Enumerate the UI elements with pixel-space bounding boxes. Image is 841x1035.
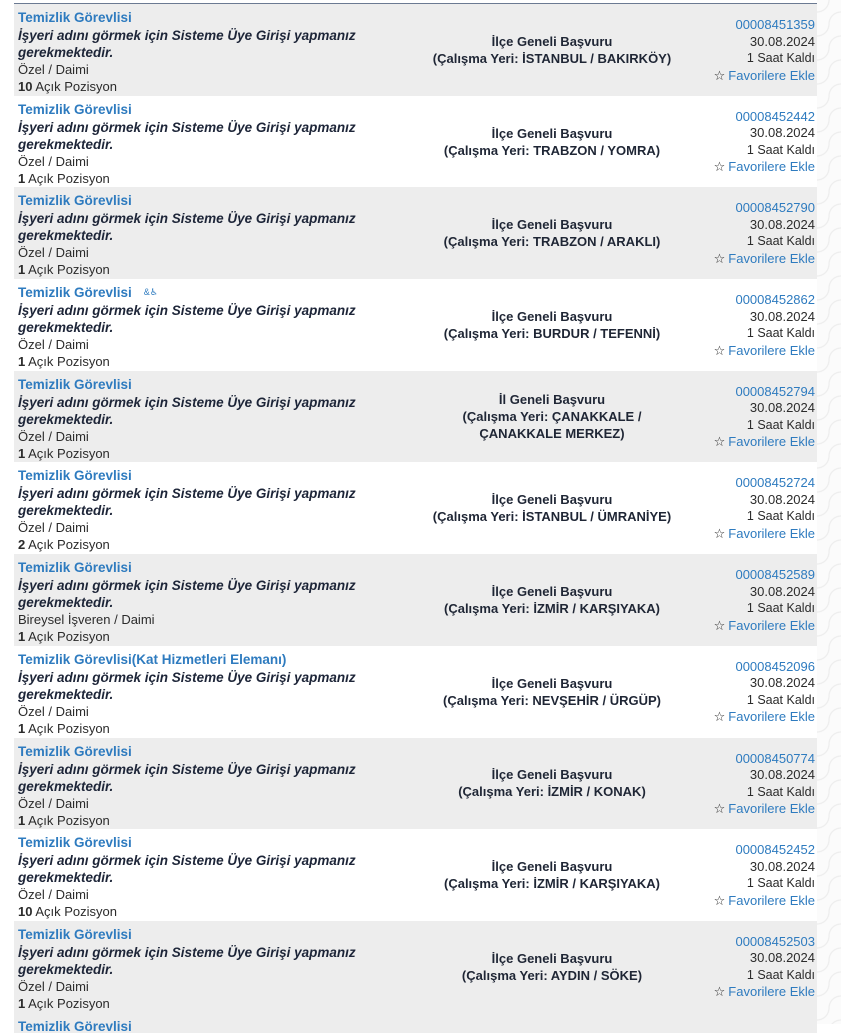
ad-date: 30.08.2024 [749,950,815,966]
job-listing-row [14,462,817,554]
apply-type: İlçe Geneli Başvuru [491,125,613,141]
positions-label: Açık Pozisyon [25,537,110,553]
application-scope [424,462,680,554]
open-positions [18,720,398,737]
title-line [18,651,398,669]
job-title-link[interactable]: Temizlik Görevlisi [18,193,132,209]
listing-info [18,9,398,95]
ad-date: 30.08.2024 [749,308,815,324]
listing-info [18,834,398,920]
add-to-favorites-link[interactable] [675,983,815,1000]
application-scope [424,4,680,96]
employer-notice: İşyeri adını görmek için Sisteme Üye Girişi yapmanız gerekmektedir. [18,303,356,336]
contract-type: Bireysel İşveren / Daimi [18,612,155,628]
work-location: (Çalışma Yeri: BURDUR / TEFENNİ) [443,325,661,341]
favorites-label: Favorilere Ekle [728,984,815,1000]
listing-meta [675,567,815,634]
apply-type: İlçe Geneli Başvuru [491,33,613,49]
time-left: 1 Saat Kaldı [746,967,815,982]
time-left: 1 Saat Kaldı [746,601,815,616]
apply-type: İlçe Geneli Başvuru [491,583,613,599]
job-title-link[interactable]: Temizlik Görevlisi [18,1018,132,1034]
star-outline-icon: ☆ [713,159,726,175]
open-positions [18,628,398,645]
contract-type: Özel / Daimi [18,978,89,994]
star-outline-icon: ☆ [713,67,726,83]
add-to-favorites-link[interactable] [675,892,815,909]
open-positions [18,812,398,829]
listing-info [18,192,398,278]
time-left: 1 Saat Kaldı [746,509,815,524]
favorites-label: Favorilere Ekle [728,801,815,816]
contract-type: Özel / Daimi [18,703,89,719]
ad-number-link[interactable]: 00008452503 [735,933,815,949]
star-outline-icon: ☆ [713,617,726,633]
open-positions [18,78,398,95]
listing-info [18,926,398,1012]
job-listing-row [14,4,817,96]
apply-type: İlçe Geneli Başvuru [491,859,613,875]
work-location: (Çalışma Yeri: ÇANAKKALE / ÇANAKKALE MERKEZ) [462,409,642,442]
positions-count: 10 [18,904,33,920]
favorites-label: Favorilere Ekle [728,525,815,541]
listing-info [18,743,398,829]
favorites-label: Favorilere Ekle [728,342,815,358]
job-listing-row [14,829,817,921]
contract-type: Özel / Daimi [18,520,89,536]
listing-meta [675,751,815,818]
contract-type: Özel / Daimi [18,795,89,811]
star-outline-icon: ☆ [713,250,726,266]
employer-notice: İşyeri adını görmek için Sisteme Üye Girişi yapmanız gerekmektedir. [18,669,356,702]
add-to-favorites-link[interactable] [675,708,815,725]
work-location: (Çalışma Yeri: İZMİR / KONAK) [458,784,646,800]
background-pattern [817,0,841,1024]
open-positions [18,903,398,920]
contract-type: Özel / Daimi [18,337,89,353]
employer-notice: İşyeri adını görmek için Sisteme Üye Girişi yapmanız gerekmektedir. [18,394,356,427]
add-to-favorites-link[interactable] [675,525,815,542]
work-location: (Çalışma Yeri: NEVŞEHİR / ÜRGÜP) [443,692,661,708]
job-title-link[interactable]: Temizlik Görevlisi [18,101,132,117]
positions-label: Açık Pozisyon [25,262,110,278]
star-outline-icon: ☆ [713,525,726,541]
listing-meta [675,292,815,359]
employer-notice: İşyeri adını görmek için Sisteme Üye Girişi yapmanız gerekmektedir. [18,578,356,611]
listing-info [18,376,398,462]
job-title-link[interactable]: Temizlik Görevlisi [18,10,132,25]
listing-info [18,101,398,187]
add-to-favorites-link[interactable] [675,617,815,634]
star-outline-icon: ☆ [713,342,726,358]
application-scope [424,829,680,921]
work-location: (Çalışma Yeri: TRABZON / ARAKLI) [443,234,661,250]
listing-meta [675,659,815,726]
job-listing-row [14,554,817,646]
listing-meta [675,934,815,1001]
work-location: (Çalışma Yeri: İSTANBUL / ÜMRANİYE) [432,509,672,525]
add-to-favorites-link[interactable] [675,433,815,450]
job-listing-row [14,187,817,279]
listing-meta [675,842,815,909]
listing-meta [675,384,815,451]
work-location: (Çalışma Yeri: İSTANBUL / BAKIRKÖY) [432,50,672,66]
title-line [18,101,398,119]
positions-label: Açık Pozisyon [25,170,110,186]
ad-date: 30.08.2024 [749,125,815,141]
add-to-favorites-link[interactable] [675,67,815,84]
listing-info [18,467,398,553]
job-listing-row [14,738,817,830]
ad-number-link[interactable]: 00008450774 [735,750,815,766]
employer-notice: İşyeri adını görmek için Sisteme Üye Girişi yapmanız gerekmektedir. [18,944,356,977]
positions-count: 1 [18,445,26,461]
listing-meta [675,109,815,176]
disability-icon: &♿ [143,287,158,298]
employer-notice: İşyeri adını görmek için Sisteme Üye Girişi yapmanız gerekmektedir. [18,28,356,60]
listing-info [18,651,398,737]
add-to-favorites-link[interactable] [675,158,815,175]
ad-number-link[interactable]: 00008452589 [735,567,815,583]
open-positions [18,170,398,187]
time-left: 1 Saat Kaldı [746,234,815,249]
apply-type: İlçe Geneli Başvuru [491,767,613,783]
star-outline-icon: ☆ [713,709,726,725]
ad-date: 30.08.2024 [749,491,815,507]
job-title-link[interactable]: Temizlik Görevlisi [18,376,132,392]
time-left: 1 Saat Kaldı [746,417,815,432]
star-outline-icon: ☆ [713,434,726,450]
apply-type: İlçe Geneli Başvuru [491,308,613,324]
positions-label: Açık Pozisyon [25,445,110,461]
open-positions [18,353,398,370]
employer-notice: İşyeri adını görmek için Sisteme Üye Girişi yapmanız gerekmektedir. [18,486,356,519]
job-listing-row [14,279,817,371]
listing-meta [675,475,815,542]
time-left: 1 Saat Kaldı [746,51,815,65]
ad-date: 30.08.2024 [749,767,815,782]
star-outline-icon: ☆ [713,801,726,816]
positions-label: Açık Pozisyon [32,904,118,920]
listing-meta [675,17,815,84]
application-scope [424,738,680,830]
open-positions [18,995,398,1012]
title-line [18,926,398,944]
application-scope [424,187,680,279]
apply-type: İlçe Geneli Başvuru [491,675,613,691]
add-to-favorites-link[interactable] [675,342,815,359]
listing-info [18,284,398,370]
apply-type: İlçe Geneli Başvuru [491,217,613,233]
employer-notice: İşyeri adını görmek için Sisteme Üye Girişi yapmanız gerekmektedir. [18,761,356,794]
title-line [18,192,398,210]
title-line [18,559,398,577]
apply-type: İl Geneli Başvuru [498,392,606,408]
star-outline-icon: ☆ [713,892,726,908]
positions-label: Açık Pozisyon [32,79,118,94]
time-left: 1 Saat Kaldı [746,142,815,157]
positions-count: 2 [18,537,26,553]
time-left: 1 Saat Kaldı [746,692,815,707]
favorites-label: Favorilere Ekle [728,250,815,266]
work-location: (Çalışma Yeri: İZMİR / KARŞIYAKA) [444,876,660,892]
apply-type: İlçe Geneli Başvuru [491,492,613,508]
ad-number-link[interactable]: 00008452442 [735,108,815,124]
favorites-label: Favorilere Ekle [728,159,815,175]
ad-date: 30.08.2024 [749,33,815,49]
application-scope [424,371,680,463]
title-line [18,284,398,302]
contract-type: Özel / Daimi [18,887,89,903]
ad-number-link[interactable]: 00008451359 [735,17,815,32]
favorites-label: Favorilere Ekle [728,67,815,83]
contract-type: Özel / Daimi [18,245,89,261]
job-listing-row [14,371,817,463]
add-to-favorites-link[interactable] [675,250,815,267]
application-scope [424,554,680,646]
ad-date: 30.08.2024 [749,583,815,599]
title-line [18,834,398,852]
listing-meta [675,200,815,267]
job-listing-row [14,921,817,1013]
time-left: 1 Saat Kaldı [746,326,815,341]
application-scope [424,646,680,738]
work-location: (Çalışma Yeri: İZMİR / KARŞIYAKA) [444,600,660,616]
employer-notice: İşyeri adını görmek için Sisteme Üye Girişi yapmanız gerekmektedir. [18,853,356,886]
job-title-link[interactable]: Temizlik Görevlisi [18,468,132,484]
job-title-link[interactable]: Temizlik Görevlisi [18,560,132,576]
job-listing-row-partial[interactable] [14,1013,817,1033]
positions-count: 1 [18,170,26,186]
positions-count: 1 [18,354,26,370]
positions-label: Açık Pozisyon [25,995,110,1011]
positions-label: Açık Pozisyon [25,354,110,370]
favorites-label: Favorilere Ekle [728,709,815,725]
ad-date: 30.08.2024 [749,858,815,874]
add-to-favorites-link[interactable] [675,800,815,817]
favorites-label: Favorilere Ekle [728,617,815,633]
title-line [18,467,398,485]
favorites-label: Favorilere Ekle [728,434,815,450]
job-title-link[interactable]: Temizlik Görevlisi [18,835,132,851]
positions-count: 1 [18,995,26,1011]
positions-count: 10 [18,79,33,94]
application-scope [424,96,680,188]
ad-number-link[interactable]: 00008452452 [735,842,815,858]
open-positions [18,536,398,553]
employer-notice: İşyeri adını görmek için Sisteme Üye Girişi yapmanız gerekmektedir. [18,119,356,152]
application-scope [424,921,680,1013]
title-line [18,376,398,394]
work-location: (Çalışma Yeri: AYDIN / SÖKE) [461,967,643,983]
positions-label: Açık Pozisyon [25,629,110,645]
contract-type: Özel / Daimi [18,428,89,444]
ad-number-link[interactable]: 00008452794 [735,383,815,399]
ad-number-link[interactable]: 00008452096 [735,658,815,674]
job-listing-row [14,646,817,738]
open-positions [18,445,398,462]
positions-label: Açık Pozisyon [25,812,110,828]
job-listing-table [14,4,817,1033]
application-scope [424,279,680,371]
contract-type: Özel / Daimi [18,62,89,77]
apply-type: İlçe Geneli Başvuru [491,950,613,966]
job-title-link[interactable]: Temizlik Görevlisi [18,285,132,301]
listing-info [18,559,398,645]
ad-number-link[interactable]: 00008452790 [735,200,815,216]
favorites-label: Favorilere Ekle [728,892,815,908]
ad-number-link[interactable]: 00008452862 [735,292,815,308]
title-line [18,9,398,27]
positions-label: Açık Pozisyon [25,720,110,736]
title-line [18,743,398,761]
open-positions [18,261,398,278]
star-outline-icon: ☆ [713,984,726,1000]
ad-date: 30.08.2024 [749,216,815,232]
work-location: (Çalışma Yeri: TRABZON / YOMRA) [443,142,661,158]
ad-date: 30.08.2024 [749,675,815,691]
job-title-link[interactable]: Temizlik Görevlisi(Kat Hizmetleri Elemanı) [18,651,287,667]
positions-count: 1 [18,720,26,736]
job-title-link[interactable]: Temizlik Görevlisi [18,926,132,942]
ad-number-link[interactable]: 00008452724 [735,475,815,491]
positions-count: 1 [18,262,26,278]
employer-notice: İşyeri adını görmek için Sisteme Üye Girişi yapmanız gerekmektedir. [18,211,356,244]
positions-count: 1 [18,812,26,828]
job-listing-row [14,96,817,188]
job-title-link[interactable]: Temizlik Görevlisi [18,743,132,759]
positions-count: 1 [18,629,26,645]
contract-type: Özel / Daimi [18,153,89,169]
ad-date: 30.08.2024 [749,400,815,416]
time-left: 1 Saat Kaldı [746,876,815,891]
time-left: 1 Saat Kaldı [746,784,815,799]
